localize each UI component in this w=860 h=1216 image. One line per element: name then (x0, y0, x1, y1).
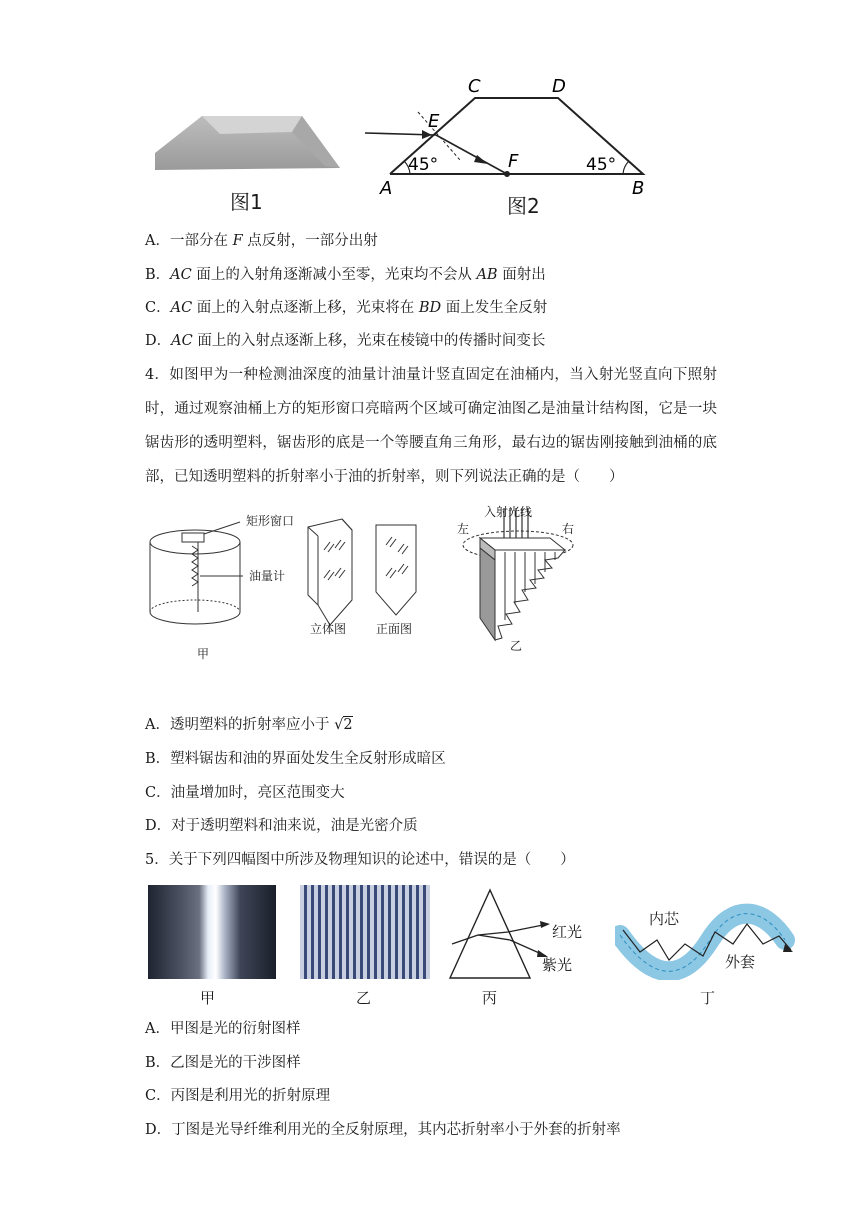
figure-2 (360, 70, 660, 220)
cladding-label: 外套 (725, 953, 756, 971)
incident-light-label: 入射光线 (484, 505, 533, 519)
q3-option-d: D．AC 面上的入射点逐渐上移，光束在棱镜中的传播时间变长 (145, 333, 546, 349)
label-D: D (552, 76, 566, 97)
q5-ding-caption: 丁 (700, 989, 716, 1007)
q5-option-c: C．丙图是利用光的折射原理 (145, 1088, 331, 1104)
q4-option-d: D．对于透明塑料和油来说，油是光密介质 (145, 818, 418, 834)
violet-light-label: 紫光 (542, 956, 573, 974)
q5-figures (140, 880, 800, 1010)
label-F: F (508, 151, 519, 172)
q5-bing-caption: 丙 (482, 989, 498, 1007)
q5-option-b: B．乙图是光的干涉图样 (145, 1055, 301, 1071)
right-label: 右 (562, 522, 575, 536)
q3-option-a: A．一部分在 F 点反射，一部分出射 (145, 233, 378, 249)
q4-option-a: A．透明塑料的折射率应小于 √2 (145, 717, 353, 733)
q4-option-c: C．油量增加时，亮区范围变大 (145, 785, 345, 801)
q5-jia-caption: 甲 (200, 989, 216, 1007)
label-E: E (428, 111, 440, 132)
q4-stem: 4．如图甲为一种检测油深度的油量计油量计竖直固定在油桶内，当入射光竖直向下照射时，通过观察油桶上方的矩形窗口亮暗两个区域可确定油图乙是油量计结构图，它是一块锯齿形的透明塑料，锯齿形的底是一个等腰直角三角形，最右边的锯齿刚接触到油桶的底部，已知透明塑料的折射率小于油的折射率，则下列说法正确的是（ ） (145, 367, 717, 485)
label-B: B (632, 178, 645, 199)
q3-option-b: B．AC 面上的入射角逐渐减小至零，光束均不会从 AB 面射出 (145, 267, 546, 283)
q5-yi-caption: 乙 (356, 989, 372, 1007)
q5-option-a: A．甲图是光的衍射图样 (145, 1021, 301, 1037)
q4-figure (140, 500, 600, 670)
angle-left-label: 45° (408, 155, 439, 175)
label-A: A (380, 178, 393, 199)
yi-caption: 乙 (510, 639, 523, 653)
label-C: C (468, 76, 481, 97)
window-label: 矩形窗口 (246, 514, 295, 528)
sqrt-symbol: √ (334, 717, 344, 733)
fig1-caption: 图1 (230, 190, 263, 214)
solid-view-label: 立体图 (310, 622, 347, 636)
figure-1 (150, 108, 350, 218)
q5-option-d: D．丁图是光导纤维利用光的全反射原理，其内芯折射率小于外套的折射率 (145, 1122, 621, 1138)
angle-right-label: 45° (586, 155, 617, 175)
left-label: 左 (457, 522, 470, 536)
front-view-label: 正面图 (376, 622, 413, 636)
optical-fiber-diagram (615, 900, 795, 980)
diffraction-pattern-image (148, 885, 276, 979)
jia-caption: 甲 (197, 647, 210, 661)
fig2-caption: 图2 (507, 194, 540, 218)
interference-pattern-image (300, 885, 430, 979)
q4-option-b: B．塑料锯齿和油的界面处发生全反射形成暗区 (145, 751, 446, 767)
core-label: 内芯 (649, 910, 680, 928)
gauge-label: 油量计 (249, 569, 286, 583)
q5-stem: 5．关于下列四幅图中所涉及物理知识的论述中，错误的是（ ） (145, 852, 575, 868)
red-light-label: 红光 (552, 923, 583, 941)
q3-option-c: C．AC 面上的入射点逐渐上移，光束将在 BD 面上发生全反射 (145, 300, 548, 316)
